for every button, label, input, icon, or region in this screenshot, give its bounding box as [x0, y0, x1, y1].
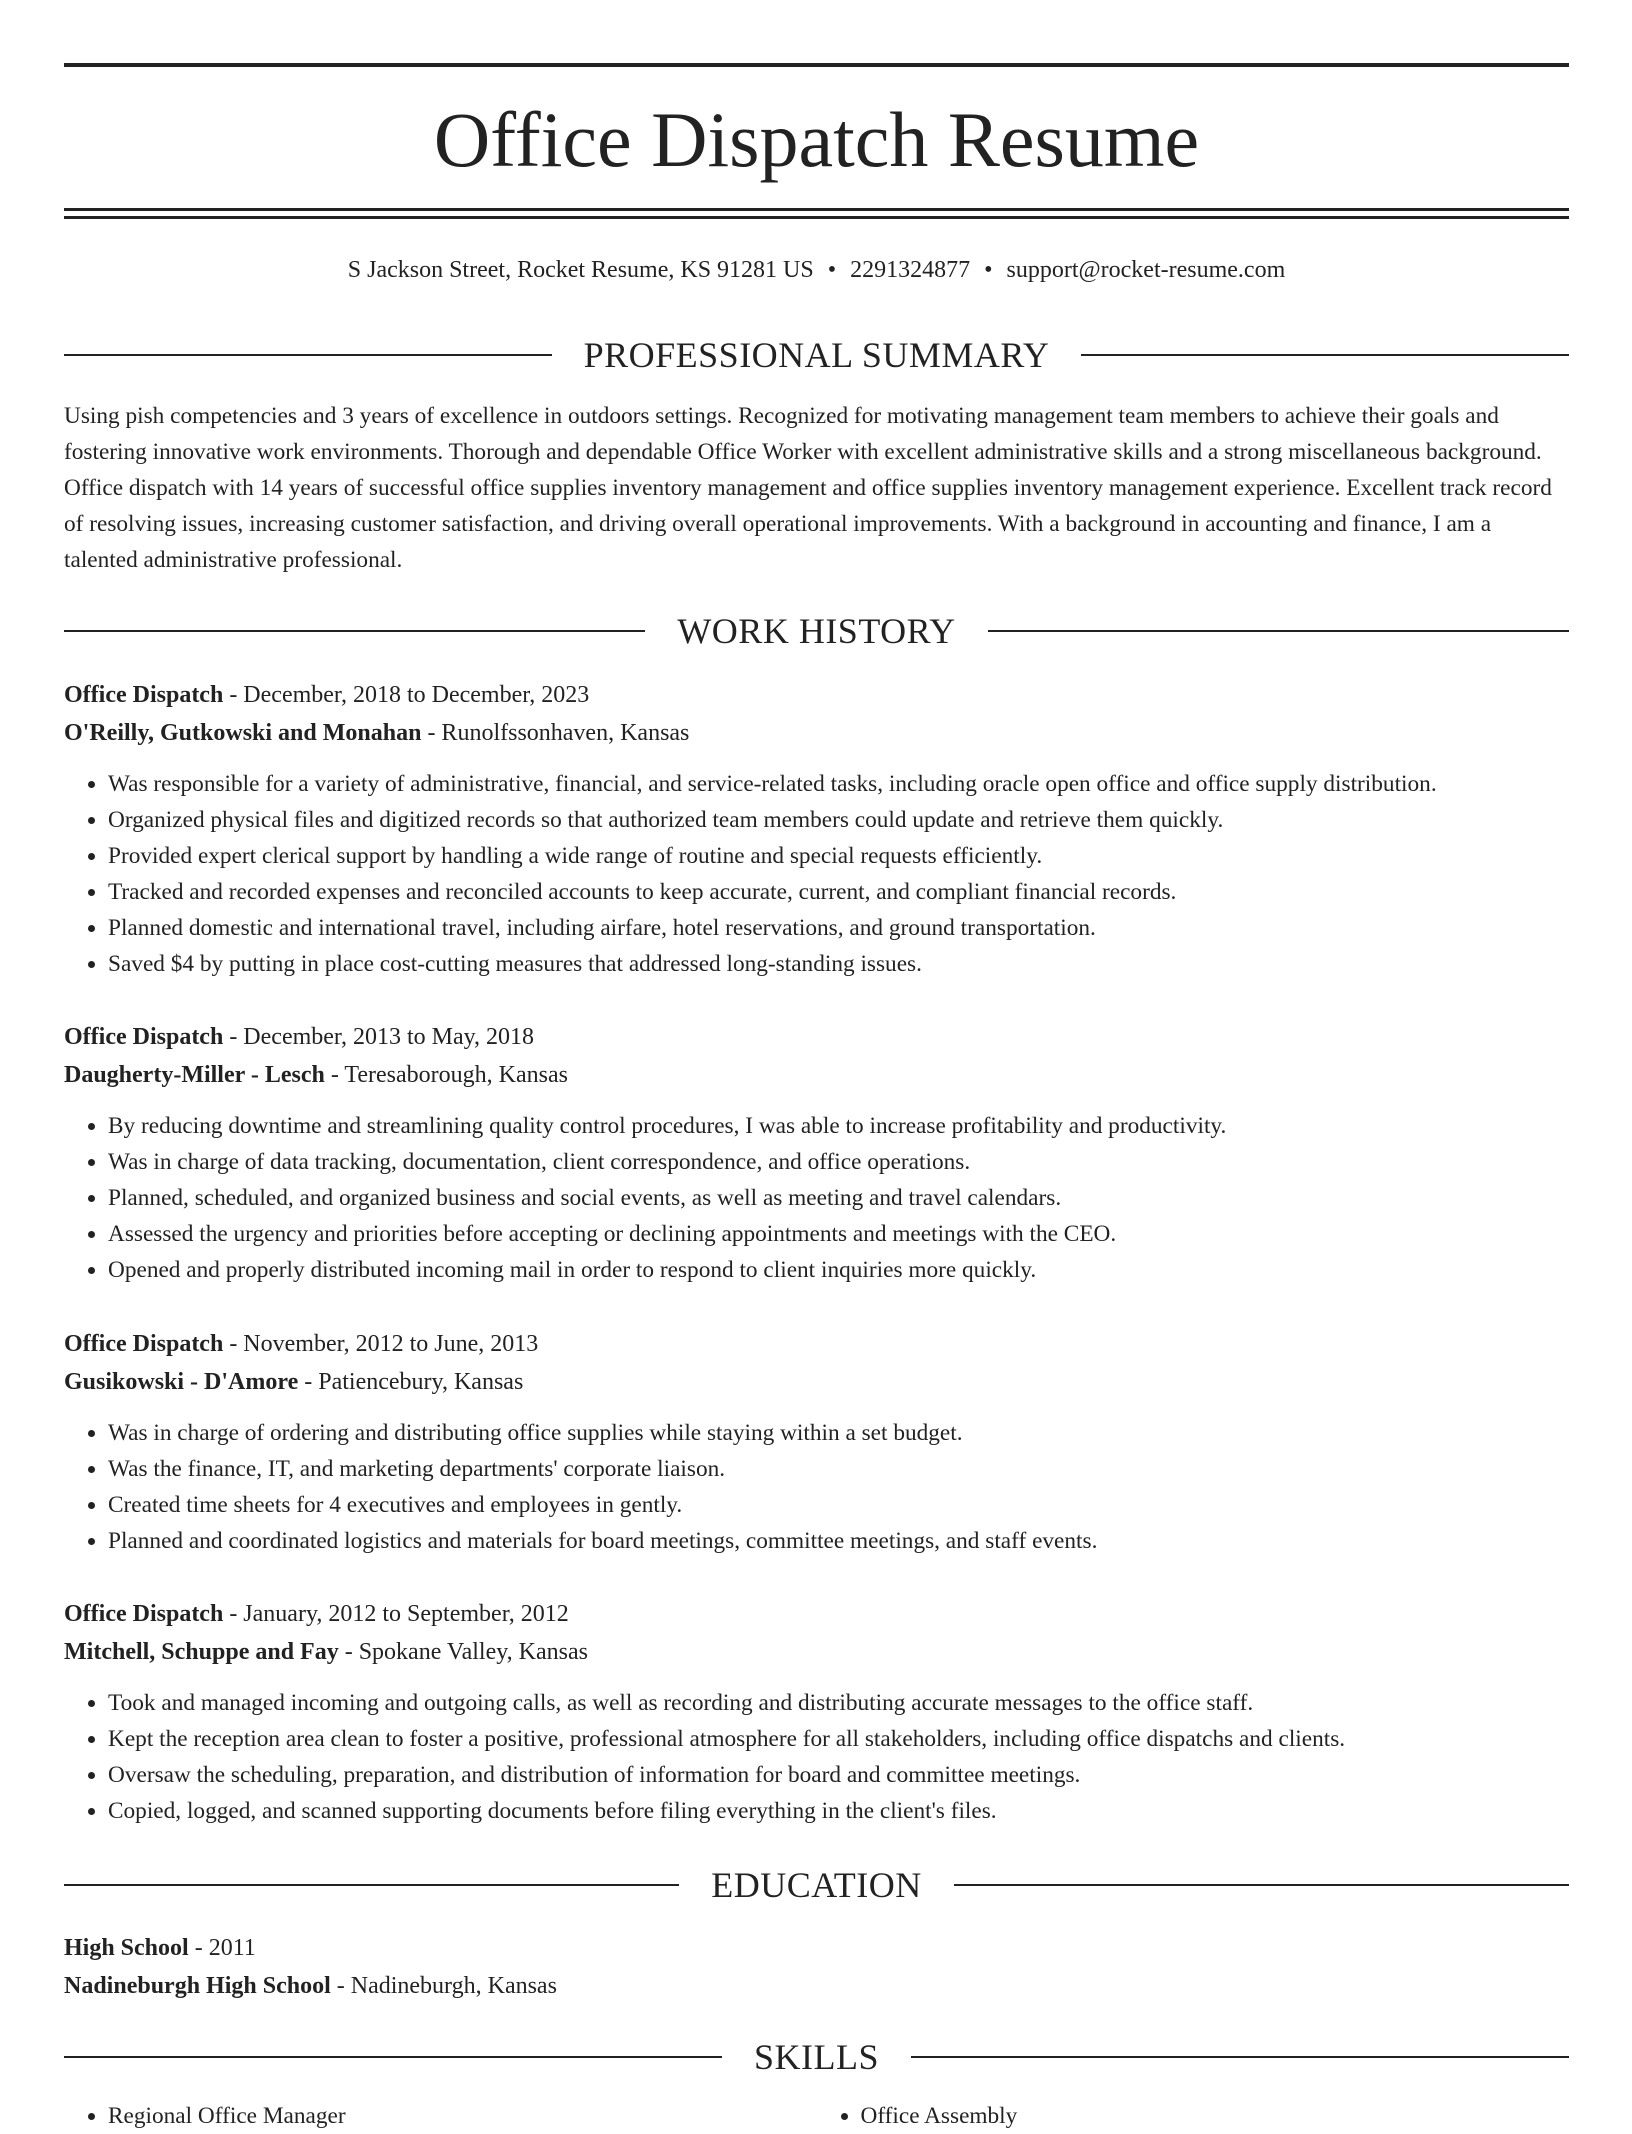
job-bullets — [64, 1415, 1569, 1559]
education-location: - Nadineburgh, Kansas — [330, 1973, 557, 1999]
education-entry — [64, 1929, 1569, 2005]
job-bullet: • By reducing downtime and streamlining quality control procedures, I was able to increase profitability and productivity. — [108, 1108, 1569, 1144]
section-rule — [64, 354, 552, 356]
skill-item: • Regional Office Manager — [108, 2098, 817, 2134]
job-dates: - December, 2018 to December, 2023 — [223, 682, 590, 708]
job-bullet: • Was in charge of data tracking, documentation, client correspondence, and office operations. — [108, 1144, 1569, 1180]
job-bullet: • Planned and coordinated logistics and materials for board meetings, committee meetings, and staff events. — [108, 1523, 1569, 1559]
section-rule — [988, 630, 1569, 632]
job-entry — [64, 1595, 1569, 1829]
contact-separator: • — [827, 257, 837, 283]
job-bullet: • Was responsible for a variety of administrative, financial, and service-related tasks, including oracle open office and office supply distribution. — [108, 766, 1569, 802]
education-degree: High School — [64, 1935, 189, 1961]
job-company: Mitchell, Schuppe and Fay — [64, 1639, 339, 1665]
job-bullet: • Provided expert clerical support by handling a wide range of routine and special requests efficiently. — [108, 838, 1569, 874]
job-company: Daugherty-Miller - Lesch — [64, 1062, 325, 1088]
job-company-line — [64, 1633, 1569, 1671]
contact-separator: • — [984, 257, 993, 283]
section-header-summary — [64, 333, 1569, 377]
job-location: - Runolfssonhaven, Kansas — [421, 720, 690, 746]
job-bullet: • Was the finance, IT, and marketing departments' corporate liaison. — [108, 1451, 1569, 1487]
section-rule — [64, 1884, 679, 1886]
section-header-education — [64, 1863, 1569, 1907]
job-title: Office Dispatch — [64, 1024, 224, 1050]
job-entry — [64, 1325, 1569, 1559]
job-bullets — [64, 766, 1569, 982]
job-dates: - November, 2012 to June, 2013 — [223, 1331, 539, 1357]
job-dates: - December, 2013 to May, 2018 — [223, 1024, 535, 1050]
job-bullet: • Was in charge of ordering and distributing office supplies while staying within a set budget. — [108, 1415, 1569, 1451]
job-company-line — [64, 1056, 1569, 1094]
section-header-work — [64, 609, 1569, 653]
section-rule — [64, 630, 645, 632]
page-title: Office Dispatch Resume — [433, 96, 1200, 183]
contact-email: support@rocket-resume.com — [1006, 257, 1286, 283]
job-title: Office Dispatch — [64, 1331, 224, 1357]
job-bullet: • Created time sheets for 4 executives and employees in gently. — [108, 1487, 1569, 1523]
skills-column-left — [64, 2098, 817, 2134]
section-title-summary: PROFESSIONAL SUMMARY — [583, 335, 1050, 375]
job-bullets — [64, 1685, 1569, 1829]
skills-list — [64, 2098, 1569, 2134]
section-title-skills: SKILLS — [754, 2037, 880, 2077]
job-dates: - January, 2012 to September, 2012 — [223, 1601, 569, 1627]
contact-line — [64, 254, 1569, 286]
education-school-line — [64, 1967, 1569, 2005]
job-location: - Spokane Valley, Kansas — [338, 1639, 588, 1665]
job-company: Gusikowski - D'Amore — [64, 1369, 299, 1395]
job-title-line — [64, 1018, 1569, 1056]
job-bullet: • Kept the reception area clean to foster a positive, professional atmosphere for all stakeholders, including office dispatchs and clients. — [108, 1721, 1569, 1757]
education-degree-line — [64, 1929, 1569, 1967]
skills-column-right — [817, 2098, 1570, 2134]
job-company-line — [64, 714, 1569, 752]
job-bullet: • Tracked and recorded expenses and reconciled accounts to keep accurate, current, and compliant financial records. — [108, 874, 1569, 910]
job-bullet: • Assessed the urgency and priorities before accepting or declining appointments and meetings with the CEO. — [108, 1216, 1569, 1252]
section-header-skills — [64, 2035, 1569, 2079]
job-bullet: • Took and managed incoming and outgoing calls, as well as recording and distributing accurate messages to the office staff. — [108, 1685, 1569, 1721]
job-bullet: • Planned domestic and international travel, including airfare, hotel reservations, and ground transportation. — [108, 910, 1569, 946]
job-entry — [64, 676, 1569, 982]
section-rule — [911, 2056, 1569, 2058]
job-bullet: • Saved $4 by putting in place cost-cutting measures that addressed long-standing issues. — [108, 946, 1569, 982]
top-rule — [64, 63, 1569, 67]
contact-address: S Jackson Street, Rocket Resume, KS 91281 US — [347, 257, 814, 283]
title-double-rule — [64, 208, 1569, 219]
section-rule — [954, 1884, 1569, 1886]
job-bullet: • Oversaw the scheduling, preparation, and distribution of information for board and committee meetings. — [108, 1757, 1569, 1793]
job-title-line — [64, 1595, 1569, 1633]
skill-item: • Office Assembly — [861, 2098, 1570, 2134]
job-title-line — [64, 1325, 1569, 1363]
job-bullet: • Organized physical files and digitized records so that authorized team members could update and retrieve them quickly. — [108, 802, 1569, 838]
summary-text: Using pish competencies and 3 years of excellence in outdoors settings. Recognized for motivating management team members to achieve their goals and fostering innovative work environments. Thorough and dependable Office Worker with excellent administrative skills and a strong miscellaneous background. Office dispatch with 14 years of successful office supplies inventory management and office supplies inventory management experience. Excellent track record of resolving issues, increasing customer satisfaction, and driving overall operational improvements. With a background in accounting and finance, I am a talented administrative professional. — [64, 403, 1552, 573]
job-entry — [64, 1018, 1569, 1288]
section-rule — [64, 2056, 722, 2058]
job-bullet: • Planned, scheduled, and organized business and social events, as well as meeting and travel calendars. — [108, 1180, 1569, 1216]
job-location: - Patiencebury, Kansas — [298, 1369, 524, 1395]
job-title-line — [64, 676, 1569, 714]
education-year: - 2011 — [188, 1935, 256, 1961]
job-bullet: • Copied, logged, and scanned supporting documents before filing everything in the client's files. — [108, 1793, 1569, 1829]
job-company-line — [64, 1363, 1569, 1401]
job-title: Office Dispatch — [64, 1601, 224, 1627]
job-bullets — [64, 1108, 1569, 1288]
education-school: Nadineburgh High School — [64, 1973, 331, 1999]
contact-phone: 2291324877 — [850, 257, 971, 283]
job-bullet: • Opened and properly distributed incoming mail in order to respond to client inquiries more quickly. — [108, 1252, 1569, 1288]
section-rule — [1081, 354, 1569, 356]
section-title-education: EDUCATION — [711, 1865, 922, 1905]
job-title: Office Dispatch — [64, 682, 224, 708]
job-company: O'Reilly, Gutkowski and Monahan — [64, 720, 422, 746]
job-location: - Teresaborough, Kansas — [324, 1062, 568, 1088]
section-title-work: WORK HISTORY — [677, 611, 956, 651]
